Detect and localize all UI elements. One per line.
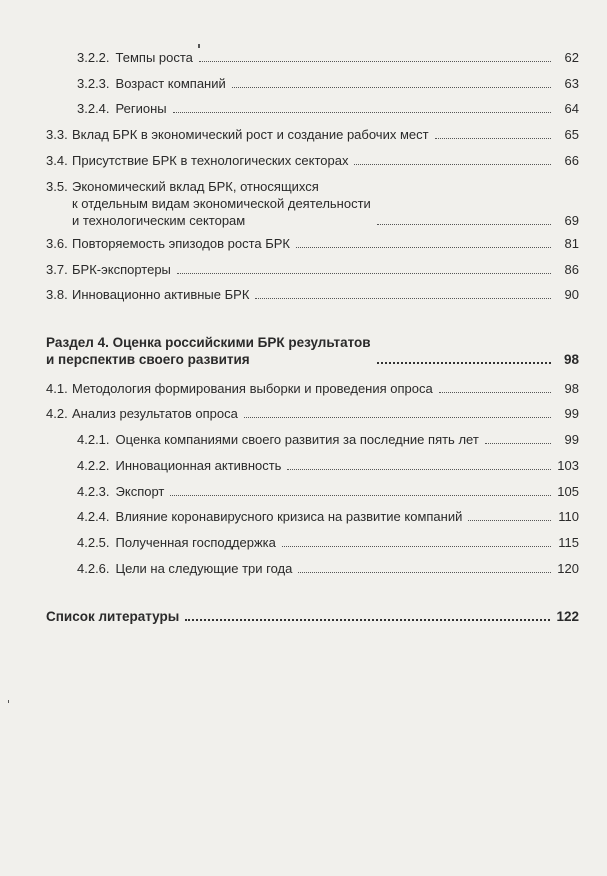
- toc-leader-dots: [232, 87, 551, 88]
- toc-entry-title: Полученная господдержка: [115, 535, 276, 550]
- toc-entry-number: 4.2.2.: [77, 458, 110, 473]
- toc-leader-dots: [255, 298, 551, 299]
- toc-entry-number: 3.7.: [46, 262, 68, 277]
- toc-entry-number: 4.2.5.: [77, 535, 110, 550]
- toc-entry-title: Анализ результатов опроса: [72, 406, 238, 421]
- toc-entry[interactable]: [46, 235, 579, 252]
- toc-leader-dots: [177, 273, 551, 274]
- toc-entry-number: 4.1.: [46, 381, 68, 396]
- toc-entry-title: Вклад БРК в экономический рост и создание рабочих мест: [72, 127, 429, 142]
- toc-leader-dots: [377, 362, 551, 364]
- toc-entry-page: 99: [564, 406, 579, 421]
- toc-entry[interactable]: [77, 560, 579, 577]
- toc-entry[interactable]: [77, 49, 579, 66]
- print-mark: [198, 44, 200, 48]
- toc-entry[interactable]: [77, 100, 579, 117]
- toc-entry-page: 122: [556, 609, 579, 624]
- toc-leader-dots: [282, 546, 551, 547]
- toc-leader-dots: [173, 112, 551, 113]
- toc-entry-number: 4.2.: [46, 406, 68, 421]
- toc-entry-page: 65: [564, 127, 579, 142]
- toc-leader-dots: [377, 224, 551, 225]
- toc-entry-title: Список литературы: [46, 609, 180, 624]
- toc-leader-dots: [435, 138, 551, 139]
- toc-entry-page: 120: [557, 561, 579, 576]
- toc-entry-title: Темпы роста: [115, 50, 193, 65]
- toc-entry[interactable]: [77, 75, 579, 92]
- toc-entry-page: 86: [564, 262, 579, 277]
- toc-entry[interactable]: [46, 380, 579, 397]
- toc-entry-title: Методология формирования выборки и проведения опроса: [72, 381, 433, 396]
- toc-entry-title: Экономический вклад БРК, относящихся к отдельным видам экономической деятельности и технологическим секторам: [72, 179, 371, 228]
- toc-entry[interactable]: [77, 508, 579, 525]
- toc-entry-number: 3.3.: [46, 127, 68, 142]
- toc-entry-number: 3.8.: [46, 287, 68, 302]
- toc-leader-dots: [439, 392, 551, 393]
- toc-entry-number: 4.2.1.: [77, 432, 110, 447]
- toc-entry-number: 4.2.4.: [77, 509, 110, 524]
- toc-entry[interactable]: [46, 286, 579, 303]
- toc-entry[interactable]: [77, 534, 579, 551]
- toc-entry[interactable]: [46, 261, 579, 278]
- toc-entry-title: Присутствие БРК в технологических секторах: [72, 153, 349, 168]
- toc-entry-page: 110: [558, 509, 579, 524]
- toc-leader-dots: [298, 572, 551, 573]
- toc-entry-number: 3.5.: [46, 179, 68, 194]
- toc-entry[interactable]: [46, 178, 579, 229]
- toc-entry-number: 4.2.3.: [77, 484, 110, 499]
- toc-leader-dots: [170, 495, 551, 496]
- toc-section-heading[interactable]: [46, 608, 579, 625]
- toc-entry[interactable]: [46, 152, 579, 169]
- toc-entry-title: БРК-экспортеры: [72, 262, 171, 277]
- toc-leader-dots: [468, 520, 551, 521]
- toc-entry-number: 3.2.3.: [77, 76, 110, 91]
- toc-entry[interactable]: [46, 126, 579, 143]
- toc-leader-dots: [244, 417, 551, 418]
- toc-entry-title: Экспорт: [115, 484, 165, 499]
- toc-entry-page: 81: [564, 236, 579, 251]
- toc-section-heading[interactable]: [46, 334, 579, 368]
- toc-entry-title: Повторяемость эпизодов роста БРК: [72, 236, 291, 251]
- toc-entry[interactable]: [77, 431, 579, 448]
- toc-leader-dots: [485, 443, 551, 444]
- toc-entry-title: Инновационная активность: [115, 458, 282, 473]
- toc-leader-dots: [287, 469, 551, 470]
- toc-entry-number: 3.2.2.: [77, 50, 110, 65]
- toc-entry-title: Влияние коронавирусного кризиса на развитие компаний: [115, 509, 463, 524]
- toc-entry[interactable]: [77, 457, 579, 474]
- toc-entry-page: 63: [564, 76, 579, 91]
- toc-entry-title: Возраст компаний: [115, 76, 226, 91]
- toc-entry-number: 3.2.4.: [77, 101, 110, 116]
- toc-entry-page: 98: [564, 381, 579, 396]
- toc-entry-title: Оценка компаниями своего развития за последние пять лет: [115, 432, 479, 447]
- toc-entry-title: Цели на следующие три года: [115, 561, 293, 576]
- toc-entry-number: 3.4.: [46, 153, 68, 168]
- toc-entry-page: 99: [564, 432, 579, 447]
- toc-entry-page: 103: [557, 458, 579, 473]
- toc-entry-number: 4.2.6.: [77, 561, 110, 576]
- toc-entry-page: 62: [564, 50, 579, 65]
- toc-entry[interactable]: [77, 483, 579, 500]
- toc-entry-title: Регионы: [115, 101, 167, 116]
- toc-entry-title: Раздел 4. Оценка российскими БРК результатов и перспектив своего развития: [46, 335, 371, 367]
- toc-entry-page: 69: [564, 213, 579, 228]
- toc-entry-page: 98: [563, 352, 579, 367]
- toc-leader-dots: [296, 247, 551, 248]
- toc-entry-title: Инновационно активные БРК: [72, 287, 250, 302]
- toc-entry-page: 66: [564, 153, 579, 168]
- toc-entry-page: 115: [558, 535, 579, 550]
- toc-entry[interactable]: [46, 405, 579, 422]
- toc-entry-page: 90: [564, 287, 579, 302]
- print-mark: [8, 700, 9, 703]
- toc-leader-dots: [199, 61, 551, 62]
- toc-leader-dots: [354, 164, 551, 165]
- toc-leader-dots: [185, 619, 550, 621]
- toc-entry-number: 3.6.: [46, 236, 68, 251]
- toc-entry-page: 105: [557, 484, 579, 499]
- toc-entry-page: 64: [564, 101, 579, 116]
